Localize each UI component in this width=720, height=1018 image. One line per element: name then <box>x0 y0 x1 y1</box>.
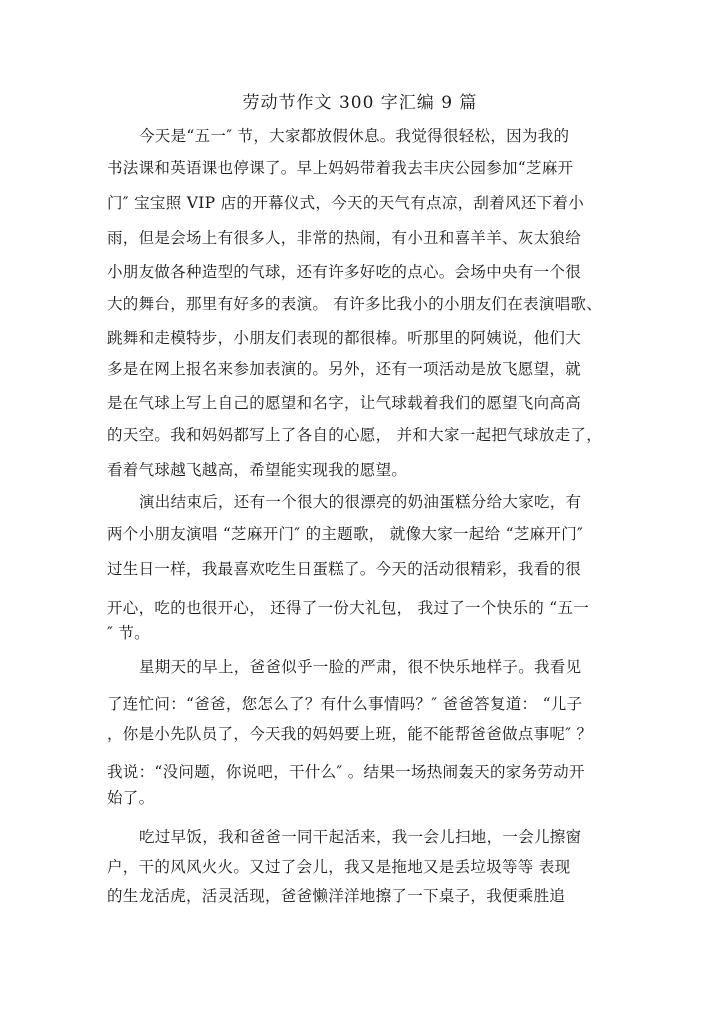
text-line: 始了。 <box>107 789 155 807</box>
text-line: 跳舞和走模特步，小朋友们表现的都很棒。听那里的阿姨说，他们大 <box>107 329 582 347</box>
text-line: 的生龙活虎，活灵活现，爸爸懒洋洋地擦了一下桌子，我便乘胜追 <box>107 887 566 905</box>
text-line: 多是在网上报名来参加表演的。另外，还有一项活动是放飞愿望，就 <box>107 360 582 378</box>
text-line: 的天空。我和妈妈都写上了各自的心愿， 并和大家一起把气球放走了， <box>107 426 603 444</box>
document-title: 劳动节作文 300 字汇编 9 篇 <box>242 93 478 113</box>
text-line: ，你是小先队员了，今天我的妈妈要上班，能不能帮爸爸做点事呢″ ？ <box>107 725 593 743</box>
text-line: 今天是“五一″ 节，大家都放假休息。我觉得很轻松，因为我的 <box>139 127 570 145</box>
text-line: 演出结束后，还有一个很大的很漂亮的奶油蛋糕分给大家吃，有 <box>139 493 582 511</box>
text-line: 我说：“没问题，你说吧，干什么″ 。结果一场热闹轰天的家务劳动开 <box>107 763 585 781</box>
text-line: 过生日一样，我最喜欢吃生日蛋糕了。今天的活动很精彩，我看的很 <box>107 560 582 578</box>
text-line: 小朋友做各种造型的气球，还有许多好吃的点心。会场中央有一个很 <box>107 263 582 281</box>
text-line: ″ 节。 <box>107 624 150 642</box>
text-line: 大的舞台，那里有好多的表演。 有许多比我小的小朋友们在表演唱歌、 <box>107 295 603 313</box>
text-line: 了连忙问：“爸爸，您怎么了？有什么事情吗？″ 爸爸答复道： “儿子 <box>107 695 583 713</box>
text-line: 户，干的风风火火。又过了会儿，我又是拖地又是丢垃圾等等 表现 <box>107 858 571 876</box>
text-line: 两个小朋友演唱 “芝麻开门″ 的主题歌， 就像大家一起给 “芝麻开门″ <box>107 525 584 543</box>
text-line: 门″ 宝宝照 VIP 店的开幕仪式，今天的天气有点凉，刮着风还下着小 <box>107 194 585 212</box>
text-line: 看着气球越飞越高，希望能实现我的愿望。 <box>107 461 408 479</box>
text-line: 书法课和英语课也停课了。早上妈妈带着我去丰庆公园参加“芝麻开 <box>107 159 574 177</box>
text-line: 雨，但是会场上有很多人，非常的热闹，有小丑和喜羊羊、灰太狼给 <box>107 229 582 247</box>
text-line: 是在气球上写上自己的愿望和名字，让气球载着我们的愿望飞向高高 <box>107 394 582 412</box>
text-line: 星期天的早上，爸爸似乎一脸的严肃，很不快乐地样子。我看见 <box>139 658 582 676</box>
text-line: 吃过早饭，我和爸爸一同干起活来，我一会儿扫地，一会儿擦窗 <box>139 828 582 846</box>
text-line: 开心，吃的也很开心， 还得了一份大礼包， 我过了一个快乐的 “五一 <box>107 599 590 617</box>
